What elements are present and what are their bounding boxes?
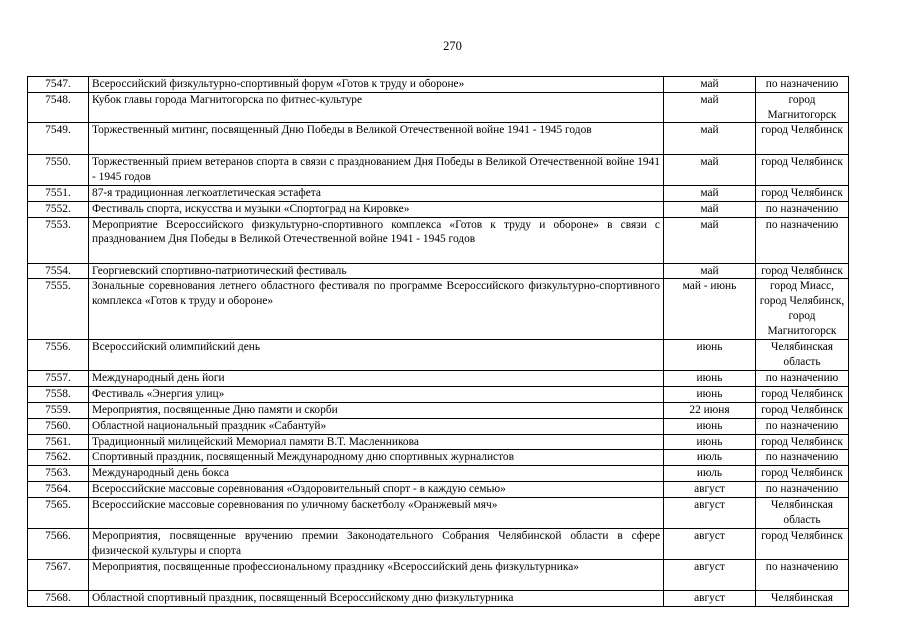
event-name: Международный день йоги (89, 371, 664, 387)
event-name: Георгиевский спортивно-патриотический фестиваль (89, 263, 664, 279)
table-row (28, 434, 849, 450)
row-number: 7555. (28, 279, 89, 340)
table-row (28, 450, 849, 466)
event-date: май (664, 185, 756, 201)
event-name: Мероприятия, посвященные вручению премии Законодательного Собрания Челябинской области в сфере физической культуры и спорта (89, 528, 664, 559)
row-number: 7560. (28, 418, 89, 434)
event-name: Мероприятия, посвященные профессиональному празднику «Всероссийский день физкультурника» (89, 559, 664, 590)
event-name: Мероприятия, посвященные Дню памяти и скорби (89, 402, 664, 418)
event-place: город Магнитогорск (756, 92, 849, 123)
event-place: город Челябинск (756, 185, 849, 201)
page-number: 270 (443, 39, 462, 53)
event-place: город Челябинск (756, 528, 849, 559)
table-row (28, 201, 849, 217)
event-place: город Челябинск (756, 434, 849, 450)
event-date: август (664, 497, 756, 528)
event-name: 87-я традиционная легкоатлетическая эстафета (89, 185, 664, 201)
row-number: 7552. (28, 201, 89, 217)
event-name: Торжественный митинг, посвященный Дню Победы в Великой Отечественной войне 1941 - 1945 годов (89, 123, 664, 155)
event-place: по назначению (756, 217, 849, 263)
row-number: 7567. (28, 559, 89, 590)
table-row (28, 481, 849, 497)
event-place: город Челябинск (756, 387, 849, 403)
event-name: Международный день бокса (89, 466, 664, 482)
event-place: по назначению (756, 450, 849, 466)
event-name: Фестиваль спорта, искусства и музыки «Спортоград на Кировке» (89, 201, 664, 217)
events-table (27, 76, 849, 607)
event-date: май (664, 155, 756, 186)
event-place: по назначению (756, 371, 849, 387)
event-date: август (664, 590, 756, 606)
table-row (28, 497, 849, 528)
event-place: город Челябинск (756, 123, 849, 155)
table-row (28, 528, 849, 559)
event-date: май (664, 123, 756, 155)
row-number: 7556. (28, 340, 89, 371)
table-row (28, 371, 849, 387)
row-number: 7554. (28, 263, 89, 279)
event-name: Кубок главы города Магнитогорска по фитнес-культуре (89, 92, 664, 123)
table-row (28, 402, 849, 418)
event-name: Спортивный праздник, посвященный Международному дню спортивных журналистов (89, 450, 664, 466)
row-number: 7565. (28, 497, 89, 528)
row-number: 7559. (28, 402, 89, 418)
event-date: июнь (664, 418, 756, 434)
table-row (28, 466, 849, 482)
event-place: Челябинская область (756, 497, 849, 528)
event-place: Челябинская область (756, 340, 849, 371)
row-number: 7557. (28, 371, 89, 387)
row-number: 7549. (28, 123, 89, 155)
event-name: Зональные соревнования летнего областного фестиваля по программе Всероссийского физкультурно-спортивного комплекса «Готов к труду и обороне» (89, 279, 664, 340)
table-row (28, 340, 849, 371)
table-row (28, 418, 849, 434)
event-place: по назначению (756, 559, 849, 590)
row-number: 7561. (28, 434, 89, 450)
event-place: по назначению (756, 201, 849, 217)
event-date: июнь (664, 434, 756, 450)
event-date: август (664, 528, 756, 559)
event-date: июль (664, 450, 756, 466)
row-number: 7550. (28, 155, 89, 186)
table-row (28, 155, 849, 186)
event-name: Всероссийский олимпийский день (89, 340, 664, 371)
row-number: 7547. (28, 77, 89, 93)
row-number: 7558. (28, 387, 89, 403)
row-number: 7548. (28, 92, 89, 123)
event-date: июнь (664, 387, 756, 403)
event-place: город Челябинск (756, 263, 849, 279)
event-place: город Миасс, город Челябинск, город Магнитогорск (756, 279, 849, 340)
event-date: май - июнь (664, 279, 756, 340)
event-place: город Челябинск (756, 402, 849, 418)
event-date: июль (664, 466, 756, 482)
table-row (28, 217, 849, 263)
event-date: май (664, 92, 756, 123)
event-name: Всероссийские массовые соревнования по уличному баскетболу «Оранжевый мяч» (89, 497, 664, 528)
event-date: май (664, 77, 756, 93)
event-place: Челябинская (756, 590, 849, 606)
event-name: Областной спортивный праздник, посвященный Всероссийскому дню физкультурника (89, 590, 664, 606)
table-row (28, 279, 849, 340)
event-name: Торжественный прием ветеранов спорта в связи с празднованием Дня Победы в Великой Отечественной войне 1941 - 1945 годов (89, 155, 664, 186)
event-name: Всероссийские массовые соревнования «Оздоровительный спорт - в каждую семью» (89, 481, 664, 497)
event-place: по назначению (756, 77, 849, 93)
event-date: август (664, 481, 756, 497)
event-place: город Челябинск (756, 466, 849, 482)
row-number: 7553. (28, 217, 89, 263)
table-row (28, 559, 849, 590)
row-number: 7562. (28, 450, 89, 466)
event-name: Мероприятие Всероссийского физкультурно-спортивного комплекса «Готов к труду и обороне» в связи с празднованием Дня Победы в Великой Отечественной войне 1941 - 1945 годов (89, 217, 664, 263)
row-number: 7568. (28, 590, 89, 606)
table-row (28, 263, 849, 279)
table-row (28, 92, 849, 123)
table-row (28, 590, 849, 606)
event-name: Всероссийский физкультурно-спортивный форум «Готов к труду и обороне» (89, 77, 664, 93)
event-name: Традиционный милицейский Мемориал памяти В.Т. Масленникова (89, 434, 664, 450)
event-date: май (664, 201, 756, 217)
event-date: май (664, 217, 756, 263)
table-row (28, 123, 849, 155)
row-number: 7563. (28, 466, 89, 482)
row-number: 7551. (28, 185, 89, 201)
table-row (28, 77, 849, 93)
event-date: июнь (664, 340, 756, 371)
event-place: город Челябинск (756, 155, 849, 186)
event-place: по назначению (756, 418, 849, 434)
event-name: Областной национальный праздник «Сабантуй» (89, 418, 664, 434)
table-row (28, 387, 849, 403)
event-name: Фестиваль «Энергия улиц» (89, 387, 664, 403)
row-number: 7566. (28, 528, 89, 559)
event-date: май (664, 263, 756, 279)
event-date: август (664, 559, 756, 590)
event-place: по назначению (756, 481, 849, 497)
row-number: 7564. (28, 481, 89, 497)
table-row (28, 185, 849, 201)
event-date: июнь (664, 371, 756, 387)
event-date: 22 июня (664, 402, 756, 418)
